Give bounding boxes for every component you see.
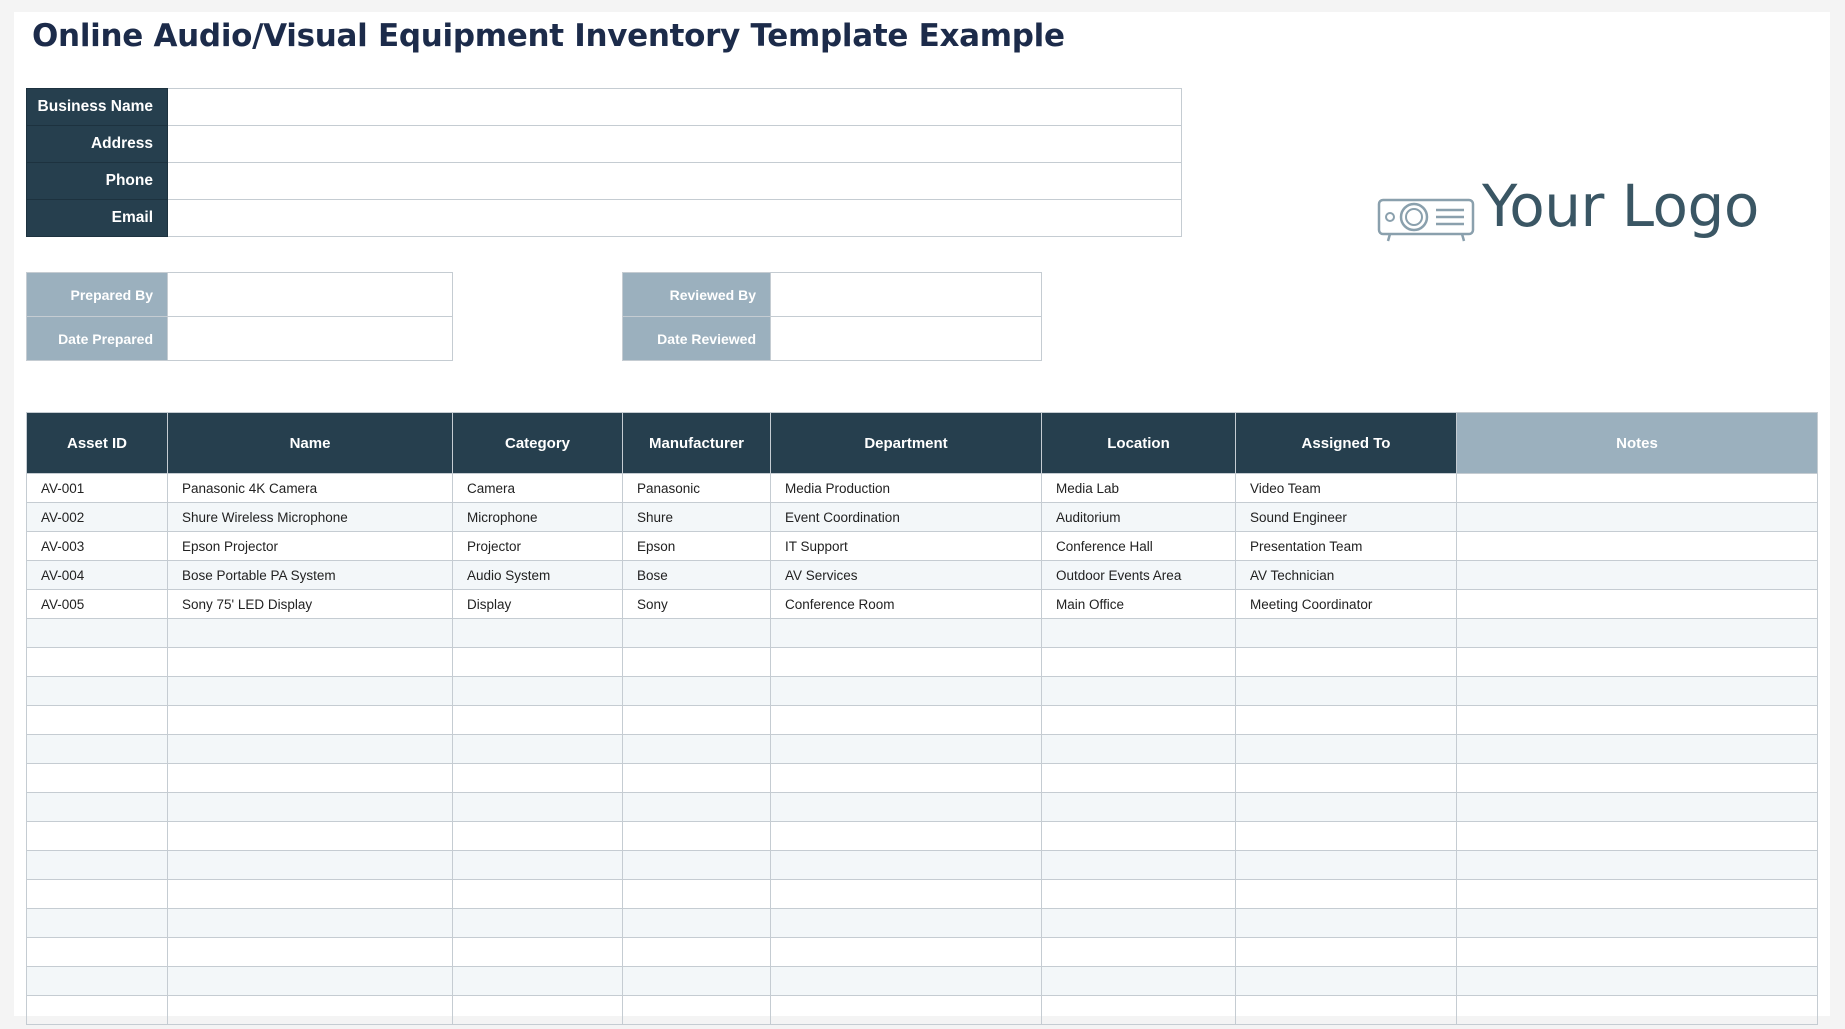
cell-department[interactable]: AV Services <box>771 561 1042 590</box>
cell-category[interactable] <box>453 909 623 938</box>
cell-department[interactable] <box>771 735 1042 764</box>
cell-manufacturer[interactable] <box>623 735 771 764</box>
cell-category[interactable] <box>453 938 623 967</box>
column-header-location[interactable]: Location <box>1042 413 1236 474</box>
column-header-notes[interactable]: Notes <box>1457 413 1818 474</box>
cell-location[interactable] <box>1042 793 1236 822</box>
reviewed-by-field[interactable] <box>771 273 1042 317</box>
phone-label: Phone <box>27 163 168 200</box>
cell-manufacturer[interactable] <box>623 706 771 735</box>
cell-location[interactable] <box>1042 677 1236 706</box>
cell-name[interactable] <box>168 706 453 735</box>
cell-asset-id[interactable]: AV-003 <box>27 532 168 561</box>
cell-notes[interactable] <box>1457 851 1818 880</box>
cell-name[interactable] <box>168 938 453 967</box>
cell-manufacturer[interactable] <box>623 677 771 706</box>
cell-department[interactable] <box>771 706 1042 735</box>
business-info-table <box>26 88 1182 237</box>
address-label: Address <box>27 126 168 163</box>
table-row <box>27 735 1818 764</box>
cell-department[interactable] <box>771 967 1042 996</box>
cell-location[interactable]: Media Lab <box>1042 474 1236 503</box>
cell-assigned-to[interactable] <box>1236 735 1457 764</box>
prepared-row <box>27 273 453 317</box>
cell-assigned-to[interactable] <box>1236 764 1457 793</box>
address-field[interactable] <box>168 126 1182 163</box>
table-row <box>27 677 1818 706</box>
cell-location[interactable] <box>1042 880 1236 909</box>
cell-manufacturer[interactable]: Panasonic <box>623 474 771 503</box>
logo <box>1376 172 1776 262</box>
date-reviewed-field[interactable] <box>771 317 1042 361</box>
cell-name[interactable] <box>168 677 453 706</box>
cell-location[interactable] <box>1042 822 1236 851</box>
cell-name[interactable] <box>168 851 453 880</box>
cell-name[interactable]: Bose Portable PA System <box>168 561 453 590</box>
column-header-name[interactable]: Name <box>168 413 453 474</box>
cell-assigned-to[interactable] <box>1236 851 1457 880</box>
cell-category[interactable]: Audio System <box>453 561 623 590</box>
cell-asset-id[interactable] <box>27 677 168 706</box>
cell-assigned-to[interactable] <box>1236 677 1457 706</box>
cell-assigned-to[interactable] <box>1236 793 1457 822</box>
cell-department[interactable] <box>771 793 1042 822</box>
column-header-category[interactable]: Category <box>453 413 623 474</box>
cell-asset-id[interactable] <box>27 996 168 1025</box>
cell-manufacturer[interactable] <box>623 793 771 822</box>
cell-location[interactable] <box>1042 938 1236 967</box>
cell-location[interactable]: Auditorium <box>1042 503 1236 532</box>
cell-department[interactable] <box>771 851 1042 880</box>
cell-location[interactable] <box>1042 619 1236 648</box>
cell-asset-id[interactable] <box>27 793 168 822</box>
table-row <box>27 706 1818 735</box>
cell-assigned-to[interactable] <box>1236 880 1457 909</box>
cell-location[interactable]: Conference Hall <box>1042 532 1236 561</box>
reviewed-row <box>623 273 1042 317</box>
column-header-asset-id[interactable]: Asset ID <box>27 413 168 474</box>
cell-category[interactable] <box>453 822 623 851</box>
cell-name[interactable] <box>168 764 453 793</box>
cell-department[interactable] <box>771 677 1042 706</box>
cell-assigned-to[interactable]: AV Technician <box>1236 561 1457 590</box>
date-reviewed-label: Date Reviewed <box>623 317 771 361</box>
cell-notes[interactable] <box>1457 909 1818 938</box>
cell-name[interactable]: Sony 75' LED Display <box>168 590 453 619</box>
cell-category[interactable] <box>453 735 623 764</box>
table-row <box>27 938 1818 967</box>
cell-notes[interactable] <box>1457 764 1818 793</box>
cell-name[interactable]: Shure Wireless Microphone <box>168 503 453 532</box>
cell-name[interactable] <box>168 619 453 648</box>
table-row <box>27 590 1818 619</box>
cell-department[interactable]: Event Coordination <box>771 503 1042 532</box>
cell-category[interactable] <box>453 851 623 880</box>
cell-manufacturer[interactable] <box>623 851 771 880</box>
cell-location[interactable] <box>1042 851 1236 880</box>
column-header-department[interactable]: Department <box>771 413 1042 474</box>
spreadsheet-sheet <box>14 12 1830 1016</box>
table-row <box>27 503 1818 532</box>
cell-category[interactable] <box>453 793 623 822</box>
cell-category[interactable] <box>453 677 623 706</box>
cell-asset-id[interactable] <box>27 938 168 967</box>
date-prepared-field[interactable] <box>168 317 453 361</box>
cell-assigned-to[interactable]: Presentation Team <box>1236 532 1457 561</box>
business-name-label: Business Name <box>27 89 168 126</box>
cell-asset-id[interactable]: AV-004 <box>27 561 168 590</box>
table-row <box>27 909 1818 938</box>
cell-category[interactable] <box>453 996 623 1025</box>
cell-assigned-to[interactable] <box>1236 938 1457 967</box>
cell-manufacturer[interactable]: Sony <box>623 590 771 619</box>
cell-category[interactable] <box>453 967 623 996</box>
cell-asset-id[interactable] <box>27 648 168 677</box>
cell-notes[interactable] <box>1457 590 1818 619</box>
table-row <box>27 648 1818 677</box>
cell-asset-id[interactable]: AV-005 <box>27 590 168 619</box>
cell-department[interactable]: IT Support <box>771 532 1042 561</box>
cell-name[interactable] <box>168 793 453 822</box>
cell-name[interactable]: Epson Projector <box>168 532 453 561</box>
cell-department[interactable] <box>771 619 1042 648</box>
cell-asset-id[interactable] <box>27 851 168 880</box>
cell-department[interactable] <box>771 996 1042 1025</box>
business-info-row <box>27 89 1182 126</box>
table-row <box>27 851 1818 880</box>
cell-department[interactable] <box>771 938 1042 967</box>
reviewed-table <box>622 272 1042 361</box>
cell-assigned-to[interactable] <box>1236 822 1457 851</box>
cell-asset-id[interactable] <box>27 822 168 851</box>
table-row <box>27 822 1818 851</box>
cell-location[interactable] <box>1042 909 1236 938</box>
cell-department[interactable] <box>771 764 1042 793</box>
cell-asset-id[interactable] <box>27 764 168 793</box>
cell-department[interactable] <box>771 909 1042 938</box>
cell-department[interactable] <box>771 648 1042 677</box>
cell-location[interactable]: Main Office <box>1042 590 1236 619</box>
cell-department[interactable]: Conference Room <box>771 590 1042 619</box>
cell-manufacturer[interactable] <box>623 967 771 996</box>
cell-category[interactable]: Camera <box>453 474 623 503</box>
cell-location[interactable] <box>1042 735 1236 764</box>
cell-notes[interactable] <box>1457 474 1818 503</box>
cell-name[interactable] <box>168 735 453 764</box>
projector-icon <box>1376 194 1476 244</box>
cell-name[interactable] <box>168 967 453 996</box>
cell-notes[interactable] <box>1457 967 1818 996</box>
cell-notes[interactable] <box>1457 880 1818 909</box>
cell-asset-id[interactable] <box>27 706 168 735</box>
cell-location[interactable] <box>1042 648 1236 677</box>
cell-notes[interactable] <box>1457 822 1818 851</box>
cell-name[interactable]: Panasonic 4K Camera <box>168 474 453 503</box>
date-prepared-label: Date Prepared <box>27 317 168 361</box>
cell-manufacturer[interactable] <box>623 909 771 938</box>
phone-field[interactable] <box>168 163 1182 200</box>
table-row <box>27 880 1818 909</box>
email-field[interactable] <box>168 200 1182 237</box>
cell-notes[interactable] <box>1457 648 1818 677</box>
business-name-field[interactable] <box>168 89 1182 126</box>
table-row <box>27 532 1818 561</box>
cell-assigned-to[interactable]: Meeting Coordinator <box>1236 590 1457 619</box>
business-info-row <box>27 200 1182 237</box>
table-row <box>27 967 1818 996</box>
cell-category[interactable]: Projector <box>453 532 623 561</box>
cell-notes[interactable] <box>1457 938 1818 967</box>
cell-location[interactable]: Outdoor Events Area <box>1042 561 1236 590</box>
cell-notes[interactable] <box>1457 503 1818 532</box>
cell-department[interactable] <box>771 822 1042 851</box>
cell-asset-id[interactable]: AV-002 <box>27 503 168 532</box>
cell-assigned-to[interactable]: Video Team <box>1236 474 1457 503</box>
reviewed-row <box>623 317 1042 361</box>
email-label: Email <box>27 200 168 237</box>
cell-manufacturer[interactable] <box>623 822 771 851</box>
cell-notes[interactable] <box>1457 619 1818 648</box>
cell-notes[interactable] <box>1457 677 1818 706</box>
column-header-manufacturer[interactable]: Manufacturer <box>623 413 771 474</box>
inventory-table <box>26 412 1818 1025</box>
cell-location[interactable] <box>1042 706 1236 735</box>
cell-category[interactable] <box>453 880 623 909</box>
cell-asset-id[interactable]: AV-001 <box>27 474 168 503</box>
cell-category[interactable] <box>453 619 623 648</box>
cell-name[interactable] <box>168 648 453 677</box>
cell-category[interactable] <box>453 764 623 793</box>
business-info-row <box>27 163 1182 200</box>
column-header-assigned-to[interactable]: Assigned To <box>1236 413 1457 474</box>
table-row <box>27 619 1818 648</box>
cell-assigned-to[interactable] <box>1236 996 1457 1025</box>
cell-manufacturer[interactable] <box>623 648 771 677</box>
cell-department[interactable] <box>771 880 1042 909</box>
cell-asset-id[interactable] <box>27 909 168 938</box>
cell-assigned-to[interactable] <box>1236 706 1457 735</box>
cell-assigned-to[interactable] <box>1236 648 1457 677</box>
prepared-by-label: Prepared By <box>27 273 168 317</box>
cell-name[interactable] <box>168 880 453 909</box>
logo-text: Your Logo <box>1482 172 1759 240</box>
cell-location[interactable] <box>1042 967 1236 996</box>
cell-notes[interactable] <box>1457 561 1818 590</box>
cell-name[interactable] <box>168 822 453 851</box>
cell-category[interactable] <box>453 706 623 735</box>
cell-location[interactable] <box>1042 764 1236 793</box>
cell-notes[interactable] <box>1457 532 1818 561</box>
page-title: Online Audio/Visual Equipment Inventory Template Example <box>32 18 1065 54</box>
cell-notes[interactable] <box>1457 706 1818 735</box>
cell-location[interactable] <box>1042 996 1236 1025</box>
table-row <box>27 561 1818 590</box>
cell-department[interactable]: Media Production <box>771 474 1042 503</box>
cell-notes[interactable] <box>1457 996 1818 1025</box>
table-row <box>27 474 1818 503</box>
prepared-by-field[interactable] <box>168 273 453 317</box>
cell-asset-id[interactable] <box>27 967 168 996</box>
reviewed-by-label: Reviewed By <box>623 273 771 317</box>
cell-manufacturer[interactable]: Bose <box>623 561 771 590</box>
business-info-row <box>27 126 1182 163</box>
cell-category[interactable] <box>453 648 623 677</box>
cell-notes[interactable] <box>1457 793 1818 822</box>
cell-asset-id[interactable] <box>27 619 168 648</box>
cell-assigned-to[interactable] <box>1236 967 1457 996</box>
cell-name[interactable] <box>168 996 453 1025</box>
table-row <box>27 996 1818 1025</box>
cell-asset-id[interactable] <box>27 735 168 764</box>
prepared-table <box>26 272 453 361</box>
cell-assigned-to[interactable] <box>1236 619 1457 648</box>
cell-assigned-to[interactable] <box>1236 909 1457 938</box>
cell-asset-id[interactable] <box>27 880 168 909</box>
cell-category[interactable]: Display <box>453 590 623 619</box>
inventory-body <box>27 474 1818 1025</box>
cell-manufacturer[interactable] <box>623 619 771 648</box>
cell-manufacturer[interactable]: Shure <box>623 503 771 532</box>
cell-category[interactable]: Microphone <box>453 503 623 532</box>
cell-manufacturer[interactable] <box>623 938 771 967</box>
cell-manufacturer[interactable]: Epson <box>623 532 771 561</box>
cell-manufacturer[interactable] <box>623 764 771 793</box>
cell-assigned-to[interactable]: Sound Engineer <box>1236 503 1457 532</box>
cell-manufacturer[interactable] <box>623 880 771 909</box>
table-row <box>27 764 1818 793</box>
cell-name[interactable] <box>168 909 453 938</box>
cell-manufacturer[interactable] <box>623 996 771 1025</box>
table-row <box>27 793 1818 822</box>
cell-notes[interactable] <box>1457 735 1818 764</box>
inventory-header-row <box>27 413 1818 474</box>
prepared-row <box>27 317 453 361</box>
